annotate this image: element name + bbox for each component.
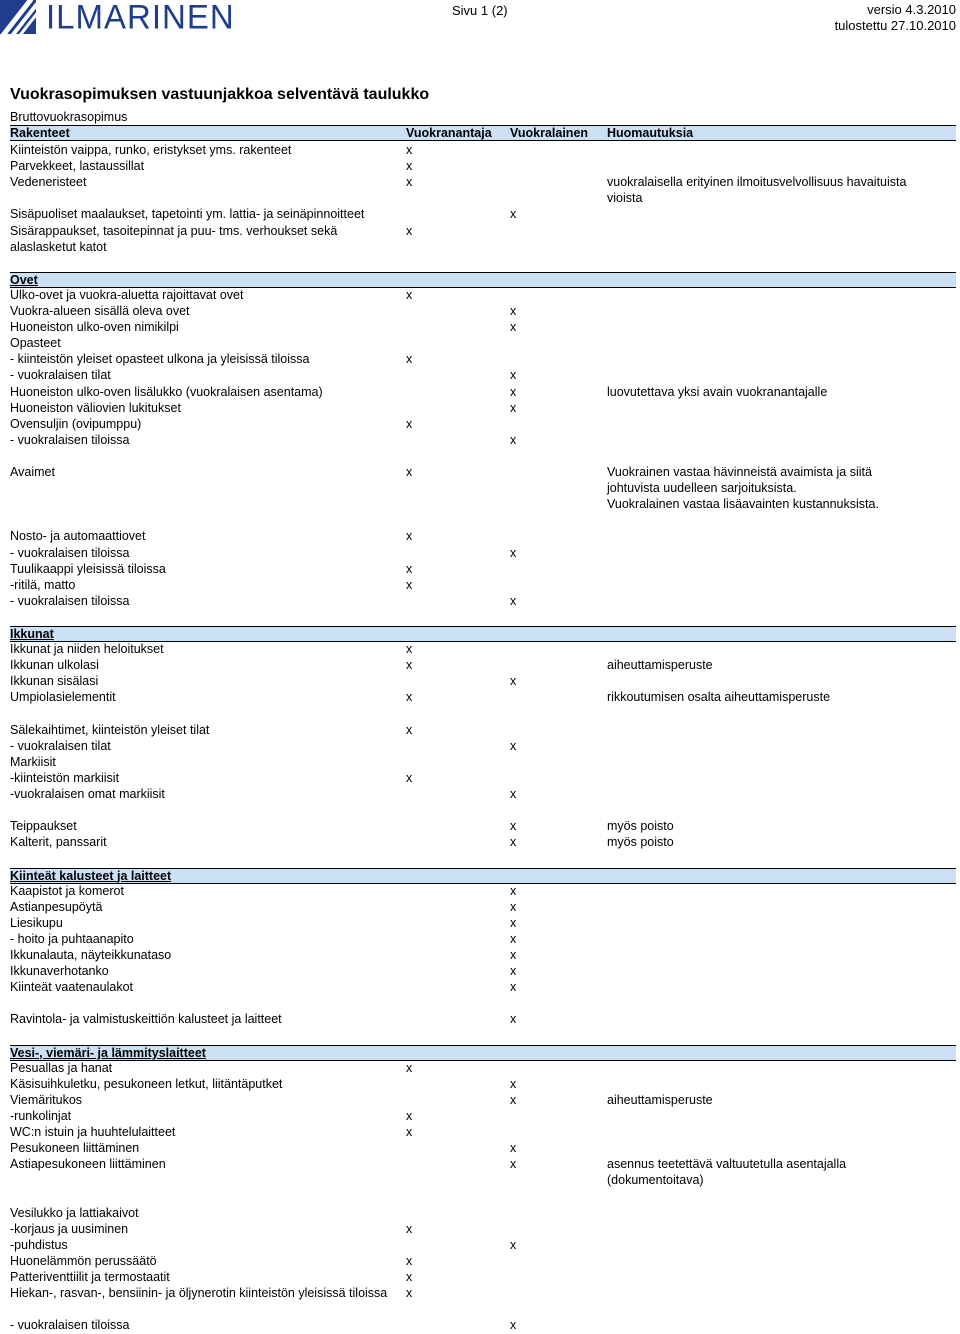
- table-row: [10, 1237, 956, 1253]
- table-row: [10, 577, 956, 593]
- row-note: rikkoutumisen osalta aiheuttamisperuste: [607, 690, 831, 705]
- tenant-mark: x: [510, 368, 517, 383]
- table-row: [10, 561, 956, 577]
- landlord-mark: x: [406, 1125, 413, 1140]
- page-subtitle: Bruttovuokrasopimus: [10, 110, 128, 124]
- row-label: Kiinteät kalusteet ja laitteet: [10, 868, 172, 883]
- table-row: [10, 223, 956, 239]
- tenant-mark: x: [510, 1076, 517, 1091]
- row-label: -korjaus ja uusiminen: [10, 1221, 129, 1236]
- landlord-mark: x: [406, 642, 413, 657]
- row-label: Käsisuihkuletku, pesukoneen letkut, liitäntäputket: [10, 1076, 283, 1091]
- table-row: [10, 448, 956, 464]
- row-note: vioista: [607, 191, 643, 206]
- tenant-mark: x: [510, 1157, 517, 1172]
- row-note: aiheuttamisperuste: [607, 658, 713, 673]
- table-row: [10, 1221, 956, 1237]
- table-row: [10, 979, 956, 995]
- row-label: Pesuallas ja hanat: [10, 1060, 113, 1075]
- landlord-mark: x: [406, 690, 413, 705]
- landlord-mark: x: [406, 465, 413, 479]
- table-row: [10, 609, 956, 625]
- landlord-mark: x: [406, 352, 413, 367]
- table-row: [10, 722, 956, 738]
- row-note: vuokralaisella erityinen ilmoitusvelvollisuus havaituista: [607, 175, 907, 190]
- column-header-structures: Rakenteet: [10, 126, 70, 140]
- table-row: [10, 158, 956, 174]
- row-label: - vuokralaisen tiloissa: [10, 1318, 130, 1333]
- table-row: [10, 367, 956, 383]
- table-row: [10, 351, 956, 367]
- row-label: Ikkunan ulkolasi: [10, 658, 99, 673]
- row-label: -kiinteistön markiisit: [10, 770, 120, 785]
- table-row: [10, 1205, 956, 1221]
- row-label: Huonelämmön perussäätö: [10, 1253, 157, 1268]
- row-label: Vuokra-alueen sisällä oleva ovet: [10, 304, 190, 318]
- table-row: [10, 1172, 956, 1188]
- tenant-mark: x: [510, 980, 517, 995]
- table-row: [10, 1124, 956, 1140]
- row-label: -ritilä, matto: [10, 577, 76, 592]
- landlord-mark: x: [406, 223, 413, 238]
- row-note: myös poisto: [607, 835, 674, 850]
- table-row: [10, 995, 956, 1011]
- table-row: [10, 416, 956, 432]
- tenant-mark: x: [510, 915, 517, 930]
- table-row: [10, 850, 956, 866]
- landlord-mark: x: [406, 1109, 413, 1123]
- tenant-mark: x: [510, 384, 517, 399]
- column-header-notes: Huomautuksia: [607, 126, 694, 140]
- landlord-mark: x: [406, 1253, 413, 1268]
- table-row: [10, 1108, 956, 1124]
- landlord-mark: x: [406, 287, 413, 302]
- table-row: [10, 786, 956, 802]
- column-header-tenant: Vuokralainen: [510, 126, 589, 140]
- tenant-mark: x: [510, 835, 517, 850]
- logo-text: ILMARINEN: [46, 0, 235, 36]
- section-header: [10, 272, 956, 288]
- company-logo: [0, 0, 235, 34]
- row-label: -puhdistus: [10, 1237, 68, 1252]
- landlord-mark: x: [406, 1286, 413, 1301]
- row-label: Ikkunan sisälasi: [10, 674, 99, 689]
- landlord-mark: x: [406, 770, 413, 785]
- table-row: [10, 480, 956, 496]
- row-label: Parvekkeet, lastaussillat: [10, 159, 145, 174]
- table-row: [10, 1140, 956, 1156]
- row-label: - vuokralaisen tilat: [10, 738, 111, 753]
- table-row: [10, 384, 956, 400]
- row-label: Ovet: [10, 272, 38, 287]
- tenant-mark: x: [510, 1237, 517, 1252]
- row-note: johtuvista uudelleen sarjoituksista.: [607, 481, 797, 496]
- row-label: Vesilukko ja lattiakaivot: [10, 1205, 139, 1220]
- row-label: Ikkunalauta, näyteikkunataso: [10, 948, 172, 962]
- table-row: [10, 1253, 956, 1269]
- table-row: [10, 834, 956, 850]
- table-row: [10, 303, 956, 319]
- landlord-mark: x: [406, 1060, 413, 1075]
- row-label: Ikkunaverhotanko: [10, 964, 109, 979]
- table-row: [10, 738, 956, 754]
- table-row: [10, 1011, 956, 1027]
- landlord-mark: x: [406, 175, 413, 190]
- table-row: [10, 802, 956, 818]
- table-row: [10, 206, 956, 222]
- tenant-mark: x: [510, 207, 517, 222]
- landlord-mark: x: [406, 159, 413, 174]
- table-row: [10, 1076, 956, 1092]
- row-label: Sisäpuoliset maalaukset, tapetointi ym. lattia- ja seinäpinnoitteet: [10, 207, 365, 222]
- row-label: Pesukoneen liittäminen: [10, 1141, 140, 1156]
- row-label: - hoito ja puhtaanapito: [10, 931, 134, 946]
- table-row: [10, 770, 956, 786]
- row-label: alaslasketut katot: [10, 239, 107, 254]
- table-row: [10, 657, 956, 673]
- row-label: Ovensuljin (ovipumppu): [10, 416, 142, 431]
- table-row: [10, 593, 956, 609]
- tenant-mark: x: [510, 545, 517, 560]
- table-row: [10, 528, 956, 544]
- section-header: [10, 1045, 956, 1061]
- table-row: [10, 190, 956, 206]
- row-note: luovutettava yksi avain vuokranantajalle: [607, 384, 828, 399]
- row-label: Tuulikaappi yleisissä tiloissa: [10, 561, 166, 576]
- table-row: [10, 545, 956, 561]
- tenant-mark: x: [510, 1092, 517, 1107]
- row-label: Liesikupu: [10, 915, 63, 930]
- tenant-mark: x: [510, 432, 517, 447]
- tenant-mark: x: [510, 964, 517, 979]
- tenant-mark: x: [510, 948, 517, 962]
- row-label: - kiinteistön yleiset opasteet ulkona ja yleisissä tiloissa: [10, 352, 310, 367]
- table-row: [10, 1269, 956, 1285]
- table-row: [10, 899, 956, 915]
- table-row: [10, 915, 956, 931]
- row-label: WC:n istuin ja huuhtelulaitteet: [10, 1125, 176, 1140]
- table-header: [10, 125, 956, 141]
- tenant-mark: x: [510, 787, 517, 801]
- row-label: Kalterit, panssarit: [10, 835, 107, 850]
- landlord-mark: x: [406, 658, 413, 673]
- row-label: Ulko-ovet ja vuokra-aluetta rajoittavat ovet: [10, 287, 244, 302]
- section-header: [10, 868, 956, 884]
- table-row: [10, 464, 956, 480]
- row-note: Vuokrainen vastaa hävinneistä avaimista ja siitä: [607, 465, 872, 479]
- table-row: [10, 1285, 956, 1301]
- tenant-mark: x: [510, 899, 517, 914]
- table-row: [10, 1189, 956, 1205]
- table-row: [10, 287, 956, 303]
- row-label: Sisärappaukset, tasoitepinnat ja puu- tms. verhoukset sekä: [10, 223, 338, 238]
- table-row: [10, 239, 956, 255]
- row-note: myös poisto: [607, 819, 674, 834]
- logo-mark-icon: [0, 0, 36, 34]
- table-row: [10, 947, 956, 963]
- tenant-mark: x: [510, 1318, 517, 1333]
- tenant-mark: x: [510, 931, 517, 946]
- tenant-mark: x: [510, 1012, 517, 1027]
- table-row: [10, 818, 956, 834]
- row-label: - vuokralaisen tiloissa: [10, 545, 130, 560]
- landlord-mark: x: [406, 1221, 413, 1236]
- table-row: [10, 335, 956, 351]
- row-label: Kiinteät vaatenaulakot: [10, 980, 134, 995]
- row-label: - vuokralaisen tiloissa: [10, 593, 130, 608]
- row-label: Kaapistot ja komerot: [10, 883, 124, 898]
- tenant-mark: x: [510, 883, 517, 898]
- landlord-mark: x: [406, 1270, 413, 1284]
- table-row: [10, 754, 956, 770]
- landlord-mark: x: [406, 143, 413, 157]
- row-label: Avaimet: [10, 465, 55, 479]
- row-label: - vuokralaisen tilat: [10, 368, 111, 383]
- section-header: [10, 626, 956, 642]
- tenant-mark: x: [510, 1141, 517, 1156]
- row-label: Umpiolasielementit: [10, 690, 116, 705]
- table-row: [10, 142, 956, 158]
- table-row: [10, 400, 956, 416]
- tenant-mark: x: [510, 320, 517, 335]
- tenant-mark: x: [510, 400, 517, 415]
- row-label: Opasteet: [10, 336, 61, 351]
- row-label: -runkolinjat: [10, 1109, 72, 1123]
- row-label: Viemäritukos: [10, 1092, 83, 1107]
- row-label: Vedeneristeet: [10, 175, 87, 190]
- row-label: Huoneiston väliovien lukitukset: [10, 400, 181, 415]
- row-label: Huoneiston ulko-oven lisälukko (vuokralaisen asentama): [10, 384, 323, 399]
- table-row: [10, 689, 956, 705]
- page-number: Sivu 1 (2): [452, 3, 508, 18]
- table-row: [10, 319, 956, 335]
- table-row: [10, 883, 956, 899]
- row-label: Vesi-, viemäri- ja lämmityslaitteet: [10, 1045, 206, 1060]
- table-row: [10, 931, 956, 947]
- tenant-mark: x: [510, 674, 517, 689]
- row-note: asennus teetettävä valtuutetulla asentajalla: [607, 1157, 847, 1172]
- row-label: Ikkunat: [10, 627, 54, 641]
- row-label: Nosto- ja automaattiovet: [10, 529, 146, 544]
- row-label: Astianpesupöytä: [10, 899, 103, 914]
- row-label: Kiinteistön vaippa, runko, eristykset yms. rakenteet: [10, 143, 292, 157]
- table-row: [10, 1301, 956, 1317]
- table-row: [10, 1317, 956, 1333]
- tenant-mark: x: [510, 593, 517, 608]
- page-title: Vuokrasopimuksen vastuunjakkoa selventävä taulukko: [10, 86, 430, 103]
- row-label: Teippaukset: [10, 819, 77, 834]
- row-label: Ikkunat ja niiden heloitukset: [10, 642, 164, 657]
- table-row: [10, 255, 956, 271]
- row-label: Hiekan-, rasvan-, bensiinin- ja öljynerotin kiinteistön yleisissä tiloissa: [10, 1286, 388, 1301]
- row-label: Patteriventtiilit ja termostaatit: [10, 1270, 170, 1284]
- table-row: [10, 1060, 956, 1076]
- tenant-mark: x: [510, 304, 517, 318]
- row-label: Markiisit: [10, 754, 56, 769]
- landlord-mark: x: [406, 529, 413, 544]
- row-label: -vuokralaisen omat markiisit: [10, 787, 165, 801]
- table-row: [10, 496, 956, 512]
- table-row: [10, 1028, 956, 1044]
- row-label: Ravintola- ja valmistuskeittiön kalusteet ja laitteet: [10, 1012, 282, 1027]
- table-row: [10, 673, 956, 689]
- row-label: Astiapesukoneen liittäminen: [10, 1157, 166, 1172]
- tenant-mark: x: [510, 819, 517, 834]
- landlord-mark: x: [406, 577, 413, 592]
- row-label: Huoneiston ulko-oven nimikilpi: [10, 320, 179, 335]
- column-header-landlord: Vuokranantaja: [406, 126, 492, 140]
- table-row: [10, 641, 956, 657]
- version-date: versio 4.3.2010: [867, 2, 956, 17]
- landlord-mark: x: [406, 722, 413, 737]
- row-note: (dokumentoitava): [607, 1173, 704, 1188]
- table-row: [10, 963, 956, 979]
- landlord-mark: x: [406, 416, 413, 431]
- landlord-mark: x: [406, 561, 413, 576]
- printed-date: tulostettu 27.10.2010: [834, 18, 956, 33]
- table-row: [10, 706, 956, 722]
- version-info: [835, 2, 956, 34]
- row-note: aiheuttamisperuste: [607, 1092, 713, 1107]
- row-label: - vuokralaisen tiloissa: [10, 432, 130, 447]
- table-row: [10, 174, 956, 190]
- table-row: [10, 1092, 956, 1108]
- table-row: [10, 512, 956, 528]
- row-note: Vuokralainen vastaa lisäavainten kustannuksista.: [607, 497, 879, 512]
- row-label: Sälekaihtimet, kiinteistön yleiset tilat: [10, 722, 210, 737]
- table-row: [10, 432, 956, 448]
- table-row: [10, 1156, 956, 1172]
- tenant-mark: x: [510, 738, 517, 753]
